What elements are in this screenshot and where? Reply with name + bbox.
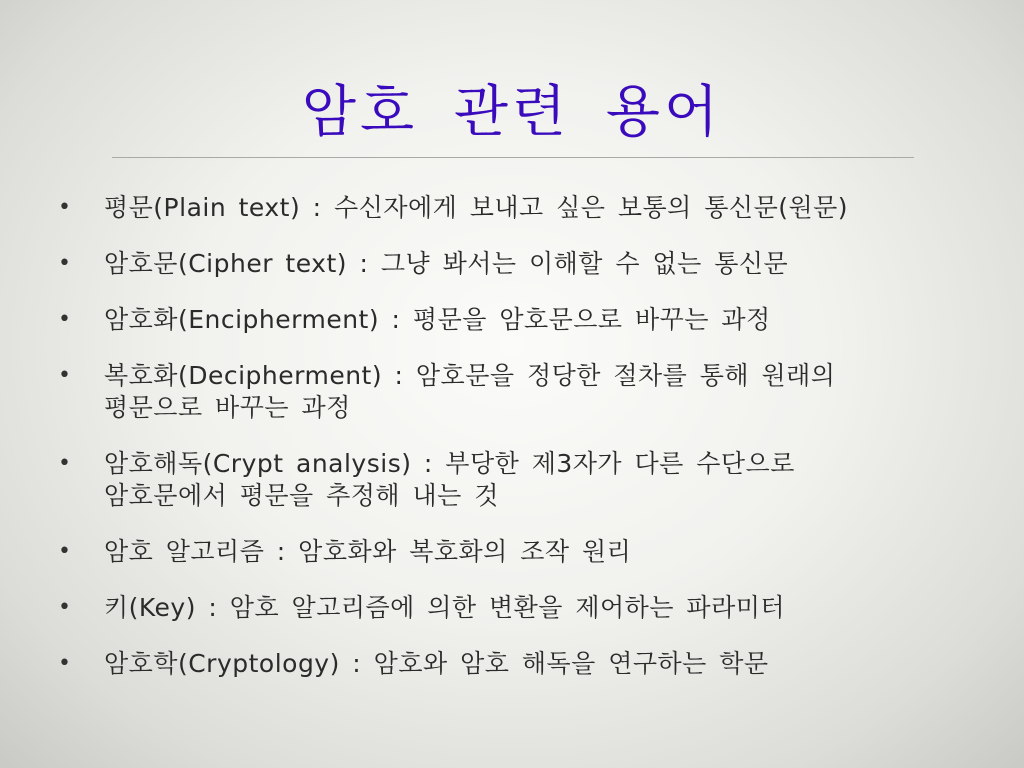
bullet-item-cipher-text bbox=[56, 248, 996, 280]
bullet-text-line-2: 암호문에서 평문을 추정해 내는 것 bbox=[104, 481, 499, 510]
bullet-item-algorithm bbox=[56, 536, 996, 568]
bullet-text: 암호 알고리즘 : 암호화와 복호화의 조작 원리 bbox=[104, 537, 632, 566]
bullet-item-cryptology bbox=[56, 648, 996, 680]
bullet-icon: • bbox=[58, 539, 72, 564]
bullet-icon: • bbox=[58, 195, 72, 220]
bullet-text-line-1: 복호화(Decipherment) : 암호문을 정당한 절차를 통해 원래의 bbox=[104, 361, 836, 390]
bullet-text: 암호학(Cryptology) : 암호와 암호 해독을 연구하는 학문 bbox=[104, 649, 769, 678]
bullet-text-line-1: 암호해독(Crypt analysis) : 부당한 제3자가 다른 수단으로 bbox=[104, 449, 795, 478]
bullet-item-plain-text bbox=[56, 192, 996, 224]
bullet-icon: • bbox=[58, 251, 72, 276]
bullet-item-crypt-analysis bbox=[56, 448, 996, 512]
slide-title: 암호 관련 용어 bbox=[301, 80, 723, 145]
bullet-text-line-2: 평문으로 바꾸는 과정 bbox=[104, 393, 351, 422]
bullet-list bbox=[56, 192, 996, 704]
bullet-item-encipherment bbox=[56, 304, 996, 336]
bullet-text: 평문(Plain text) : 수신자에게 보내고 싶은 보통의 통신문(원문) bbox=[104, 193, 849, 222]
bullet-item-decipherment bbox=[56, 360, 996, 424]
title-divider bbox=[112, 157, 914, 158]
bullet-icon: • bbox=[58, 363, 72, 388]
bullet-text: 키(Key) : 암호 알고리즘에 의한 변환을 제어하는 파라미터 bbox=[104, 593, 786, 622]
bullet-icon: • bbox=[58, 307, 72, 332]
bullet-text: 암호화(Encipherment) : 평문을 암호문으로 바꾸는 과정 bbox=[104, 305, 771, 334]
bullet-icon: • bbox=[58, 451, 72, 476]
bullet-text: 암호문(Cipher text) : 그냥 봐서는 이해할 수 없는 통신문 bbox=[104, 249, 789, 278]
bullet-icon: • bbox=[58, 651, 72, 676]
bullet-item-key bbox=[56, 592, 996, 624]
bullet-icon: • bbox=[58, 595, 72, 620]
